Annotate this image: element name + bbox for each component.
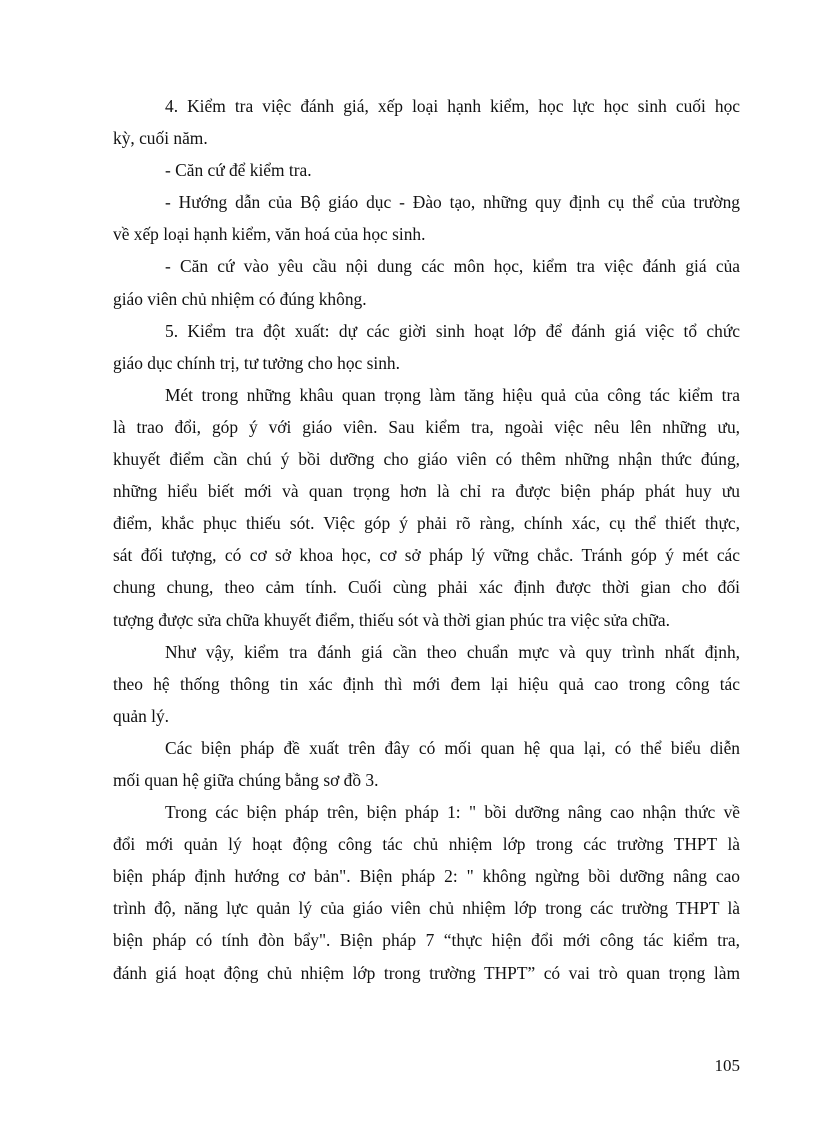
- text-line: - Căn cứ vào yêu cầu nội dung các môn học, kiểm tra việc đánh giá của: [165, 256, 740, 277]
- text-line: mối quan hệ giữa chúng bằng sơ đồ 3.: [113, 769, 379, 790]
- paragraph: [113, 154, 740, 186]
- text-line: những hiểu biết mới và quan trọng hơn là chỉ ra được biện pháp phát huy ưu: [113, 481, 740, 502]
- text-line: là trao đổi, góp ý với giáo viên. Sau kiểm tra, ngoài việc nêu lên những ưu,: [113, 416, 740, 437]
- paragraph: [113, 250, 740, 314]
- text-line: điểm, khắc phục thiếu sót. Việc góp ý phải rõ ràng, chính xác, cụ thể thiết thực,: [113, 513, 740, 534]
- text-line: giáo viên chủ nhiệm có đúng không.: [113, 288, 367, 309]
- text-line: biện pháp định hướng cơ bản". Biện pháp 2: " không ngừng bồi dưỡng nâng cao: [113, 866, 740, 887]
- text-line: Trong các biện pháp trên, biện pháp 1: " bồi dưỡng nâng cao nhận thức về: [165, 802, 740, 823]
- text-line: theo hệ thống thông tin xác định thì mới đem lại hiệu quả cao trong công tác: [113, 673, 740, 694]
- text-line: đánh giá hoạt động chủ nhiệm lớp trong trường THPT” có vai trò quan trọng làm: [113, 962, 740, 983]
- text-line: khuyết điểm cần chú ý bồi dưỡng cho giáo viên có thêm những nhận thức đúng,: [113, 449, 740, 470]
- text-line: trình độ, năng lực quản lý của giáo viên chủ nhiệm lớp trong các trường THPT là: [113, 898, 740, 919]
- text-line: Mét trong những khâu quan trọng làm tăng hiệu quả của công tác kiểm tra: [165, 384, 740, 405]
- paragraph: [113, 732, 740, 796]
- text-line: 5. Kiểm tra đột xuất: dự các giời sinh hoạt lớp để đánh giá việc tổ chức: [165, 320, 740, 341]
- paragraph: [113, 90, 740, 154]
- paragraph: [113, 186, 740, 250]
- text-line: đổi mới quản lý hoạt động công tác chủ nhiệm lớp trong các trường THPT là: [113, 834, 740, 855]
- text-line: sát đối tượng, có cơ sở khoa học, cơ sở pháp lý vững chắc. Tránh góp ý mét các: [113, 545, 740, 566]
- text-line: - Căn cứ để kiểm tra.: [165, 160, 312, 181]
- text-line: giáo dục chính trị, tư tưởng cho học sinh.: [113, 352, 400, 373]
- paragraph: [113, 315, 740, 379]
- text-line: Như vậy, kiểm tra đánh giá cần theo chuẩn mực và quy trình nhất định,: [165, 641, 740, 662]
- paragraph: [113, 636, 740, 732]
- text-line: về xếp loại hạnh kiểm, văn hoá của học sinh.: [113, 224, 426, 245]
- text-line: Các biện pháp đề xuất trên đây có mối quan hệ qua lại, có thể biểu diễn: [165, 737, 740, 758]
- page-number: 105: [714, 1056, 740, 1075]
- text-line: chung chung, theo cảm tính. Cuối cùng phải xác định được thời gian cho đối: [113, 577, 740, 598]
- text-line: 4. Kiểm tra việc đánh giá, xếp loại hạnh kiểm, học lực học sinh cuối học: [165, 96, 740, 116]
- text-line: biện pháp có tính đòn bẩy". Biện pháp 7 “thực hiện đổi mới công tác kiểm tra,: [113, 930, 740, 951]
- body-text: [113, 90, 740, 989]
- text-line: tượng được sửa chữa khuyết điểm, thiếu sót và thời gian phúc tra việc sửa chữa.: [113, 609, 670, 630]
- text-line: kỳ, cuối năm.: [113, 128, 208, 149]
- paragraph: [113, 379, 740, 636]
- paragraph: [113, 796, 740, 989]
- text-line: quản lý.: [113, 705, 170, 726]
- text-line: - Hướng dẫn của Bộ giáo dục - Đào tạo, những quy định cụ thể của trường: [165, 192, 740, 213]
